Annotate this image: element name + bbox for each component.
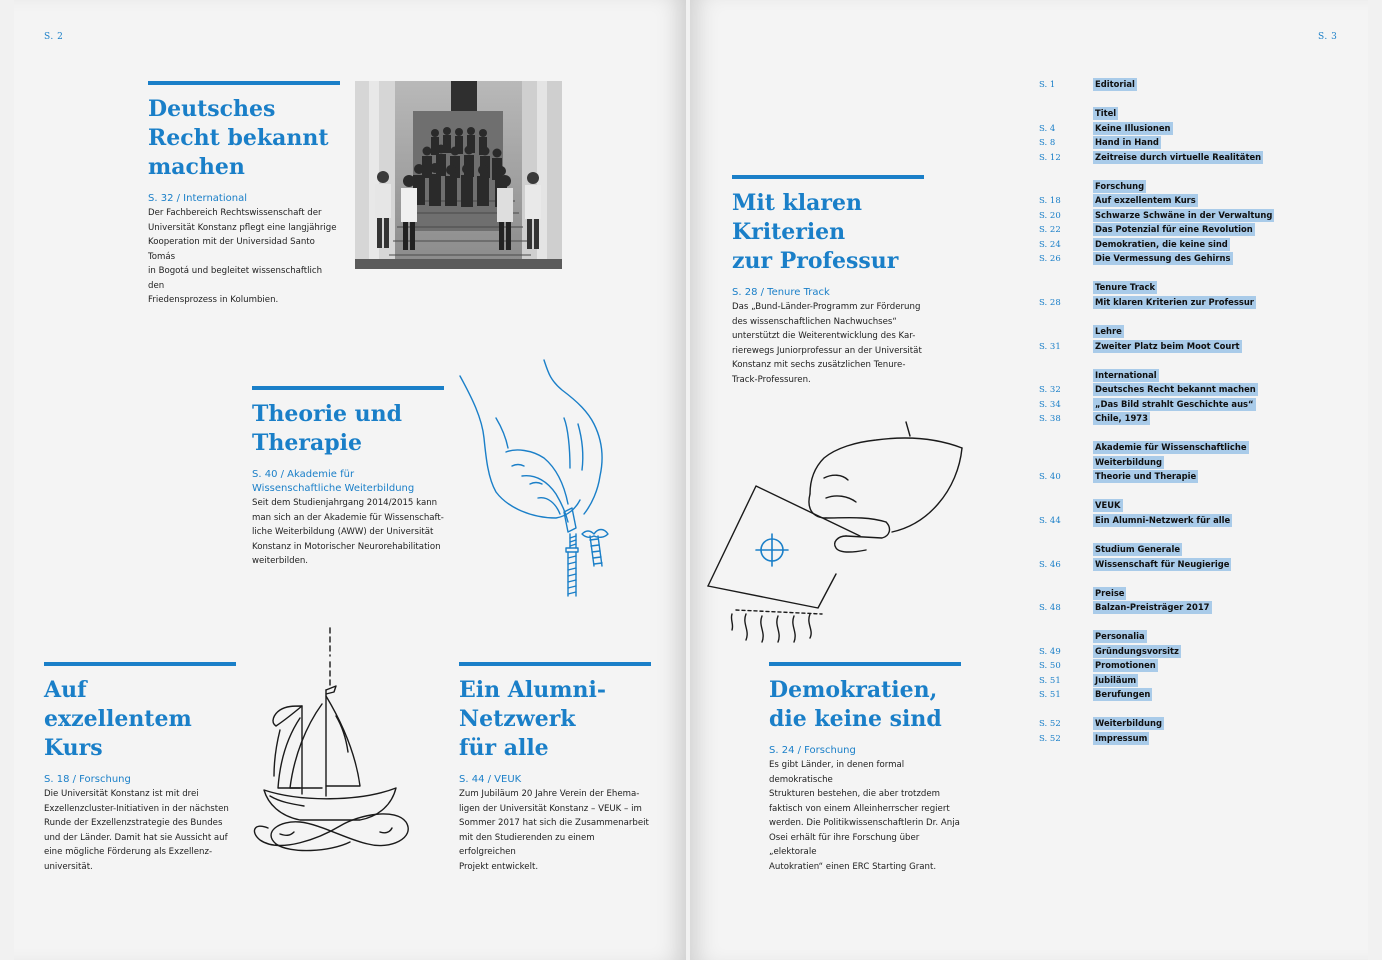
toc-page-number: S. 52 (1039, 734, 1061, 744)
article-body: Das „Bund-Länder-Programm zur Förderung des wissenschaftlichen Nachwuchses“ unterstützt die Weiterentwicklung des Kar- rierewegs Juniorprofessur an der Universität Konstanz mit sechs zusätzlichen Tenure- Track-Professuren. (732, 302, 922, 385)
article-bar (44, 662, 236, 666)
toc-page-number: S. 4 (1039, 124, 1056, 134)
toc-entry[interactable] (1039, 543, 1359, 557)
article-ref[interactable]: S. 32 / International (148, 193, 247, 204)
toc-page-number: S. 28 (1039, 298, 1061, 308)
toc-entry[interactable] (1039, 209, 1359, 223)
toc-title: Keine Illusionen (1095, 123, 1171, 133)
toc-title: Zweiter Platz beim Moot Court (1095, 341, 1240, 351)
toc-title: Hand in Hand (1095, 137, 1159, 147)
toc-entry[interactable] (1039, 281, 1359, 295)
toc-page-number: S. 52 (1039, 719, 1061, 729)
toc-title: „Das Bild strahlt Geschichte aus“ (1095, 399, 1254, 409)
article-title: Deutsches Recht bekannt machen (148, 96, 329, 180)
toc-page-number: S. 51 (1039, 690, 1061, 700)
article-klaren-kriterien[interactable] (732, 175, 924, 387)
article-bar (769, 662, 961, 666)
page-number-left: S. 2 (44, 32, 64, 42)
article-body: Seit dem Studienjahrgang 2014/2015 kann man sich an der Akademie für Wissenschaft- liche Weiterbildung (AWW) der Universität Konstanz in Motorischer Neurorehabilitation weiterbilden. (252, 498, 444, 566)
toc-title: Zeitreise durch virtuelle Realitäten (1095, 152, 1262, 162)
toc-title: Schwarze Schwäne in der Verwaltung (1095, 210, 1273, 220)
toc-entry[interactable] (1039, 398, 1359, 412)
toc-page-number: S. 51 (1039, 676, 1061, 686)
toc-page-number: S. 12 (1039, 153, 1061, 163)
article-body: Zum Jubiläum 20 Jahre Verein der Ehema- ligen der Universität Konstanz – VEUK – im Sommer 2017 hat sich die Zusammenarbeit mit den Studierenden zu einem erfolgreichen Projekt entwickelt. (459, 789, 649, 872)
ballot-hand-illustration (706, 418, 966, 658)
toc-title: Deutsches Recht bekannt machen (1095, 384, 1256, 394)
article-body: Der Fachbereich Rechtswissenschaft der Universität Konstanz pflegt eine langjährige Kooperation mit der Universidad Santo Tomás in Bogotá und begleitet wissenschaftlich den Friedensprozess in Kolumbien. (148, 208, 337, 305)
toc-page-number: S. 8 (1039, 138, 1056, 148)
toc-entry[interactable] (1039, 107, 1359, 121)
toc-page-number: S. 24 (1039, 240, 1061, 250)
article-exzellentem-kurs[interactable] (44, 662, 236, 874)
article-bar (732, 175, 924, 179)
toc-title: Das Potenzial für eine Revolution (1095, 224, 1253, 234)
toc-entry[interactable] (1039, 659, 1359, 673)
toc-title: Forschung (1095, 181, 1145, 191)
article-bar (148, 81, 340, 85)
toc-entry[interactable] (1039, 558, 1359, 572)
toc-entry[interactable] (1039, 514, 1359, 528)
article-ref[interactable]: S. 24 / Forschung (769, 745, 856, 756)
toc-entry[interactable] (1039, 136, 1359, 150)
toc-page-number: S. 22 (1039, 225, 1061, 235)
toc-entry[interactable] (1039, 340, 1359, 354)
article-ref[interactable]: S. 18 / Forschung (44, 774, 131, 785)
toc-title: Weiterbildung (1095, 457, 1162, 467)
right-page (690, 0, 1368, 960)
toc-entry[interactable] (1039, 456, 1359, 470)
toc-title: Wissenschaft für Neugierige (1095, 559, 1230, 569)
toc-title: Jubiläum (1095, 675, 1137, 685)
left-page (14, 0, 686, 960)
toc-title: Gründungsvorsitz (1095, 646, 1179, 656)
toc-entry[interactable] (1039, 587, 1359, 601)
toc-page-number: S. 49 (1039, 647, 1061, 657)
toc-entry[interactable] (1039, 499, 1359, 513)
toc-title: Impressum (1095, 733, 1148, 743)
toc-entry[interactable] (1039, 151, 1359, 165)
toc-title: Editorial (1095, 79, 1135, 89)
toc-title: Die Vermessung des Gehirns (1095, 253, 1231, 263)
toc-page-number: S. 46 (1039, 560, 1061, 570)
article-title: Demokratien, die keine sind (769, 677, 942, 732)
toc-page-number: S. 18 (1039, 196, 1061, 206)
toc-entry[interactable] (1039, 238, 1359, 252)
toc-entry[interactable] (1039, 122, 1359, 136)
article-body: Es gibt Länder, in denen formal demokratische Strukturen bestehen, die aber trotzdem faktisch von einem Alleinherrscher regiert werden. Die Politikwissenschaftlerin Dr. Anja Osei erhält für ihre Forschung über „elektorale Autokratien“ einen ERC Starting Grant. (769, 760, 960, 872)
toc-title: Demokratien, die keine sind (1095, 239, 1228, 249)
toc-entry[interactable] (1039, 601, 1359, 615)
toc-title: Studium Generale (1095, 544, 1180, 554)
toc-entry[interactable] (1039, 383, 1359, 397)
toc-title: Chile, 1973 (1095, 413, 1148, 423)
toc-entry[interactable] (1039, 412, 1359, 426)
toc-page-number: S. 48 (1039, 603, 1061, 613)
toc-entry[interactable] (1039, 732, 1359, 746)
article-ref[interactable]: S. 28 / Tenure Track (732, 287, 830, 298)
toc-title: Berufungen (1095, 689, 1151, 699)
article-title: Mit klaren Kriterien zur Professur (732, 190, 899, 274)
toc-title: Titel (1095, 108, 1117, 118)
toc-entry[interactable] (1039, 223, 1359, 237)
toc-page-number: S. 34 (1039, 400, 1061, 410)
toc-entry[interactable] (1039, 194, 1359, 208)
group-photo (355, 81, 562, 269)
article-ref[interactable]: S. 40 / Akademie für Wissenschaftliche Weiterbildung (252, 469, 415, 494)
toc-title: Auf exzellentem Kurs (1095, 195, 1196, 205)
toc-entry[interactable] (1039, 78, 1359, 92)
article-bar (459, 662, 651, 666)
toc-entry[interactable] (1039, 325, 1359, 339)
article-title: Ein Alumni- Netzwerk für alle (459, 677, 606, 761)
toc-entry[interactable] (1039, 630, 1359, 644)
toc-title: Akademie für Wissenschaftliche (1095, 442, 1247, 452)
toc-entry[interactable] (1039, 252, 1359, 266)
page-number-right: S. 3 (1318, 32, 1338, 42)
toc-page-number: S. 32 (1039, 385, 1061, 395)
toc-title: Balzan-Preisträger 2017 (1095, 602, 1210, 612)
toc-page-number: S. 40 (1039, 472, 1061, 482)
toc-page-number: S. 26 (1039, 254, 1061, 264)
toc-title: Preise (1095, 588, 1125, 598)
toc-entry[interactable] (1039, 645, 1359, 659)
toc-title: Weiterbildung (1095, 718, 1162, 728)
toc-entry[interactable] (1039, 296, 1359, 310)
toc-page-number: S. 44 (1039, 516, 1061, 526)
toc-entry[interactable] (1039, 470, 1359, 484)
toc-page-number: S. 31 (1039, 342, 1061, 352)
article-demokratien[interactable] (769, 662, 961, 874)
toc-page-number: S. 1 (1039, 80, 1056, 90)
toc-entry[interactable] (1039, 674, 1359, 688)
hand-screw-illustration (452, 358, 632, 598)
article-theorie-therapie[interactable] (252, 386, 444, 569)
toc-entry[interactable] (1039, 717, 1359, 731)
toc-title: Ein Alumni-Netzwerk für alle (1095, 515, 1231, 525)
article-ref[interactable]: S. 44 / VEUK (459, 774, 522, 785)
toc-entry[interactable] (1039, 688, 1359, 702)
article-alumni-netzwerk[interactable] (459, 662, 651, 874)
toc-title: Promotionen (1095, 660, 1156, 670)
article-title: Auf exzellentem Kurs (44, 677, 192, 761)
article-body: Die Universität Konstanz ist mit drei Exzellenzcluster-Initiativen in der nächsten Runde der Exzellenzstrategie des Bundes und der Länder. Damit hat sie Aussicht auf eine mögliche Förderung als Exzellenz- universität. (44, 789, 229, 872)
toc-entry[interactable] (1039, 180, 1359, 194)
toc-title: Theorie und Therapie (1095, 471, 1197, 481)
article-deutsches-recht[interactable] (148, 81, 340, 308)
sailboat-illustration (240, 626, 430, 866)
toc-title: Mit klaren Kriterien zur Professur (1095, 297, 1254, 307)
toc-title: Tenure Track (1095, 282, 1156, 292)
toc-page-number: S. 20 (1039, 211, 1061, 221)
toc-entry[interactable] (1039, 441, 1359, 455)
toc-page-number: S. 38 (1039, 414, 1061, 424)
toc-title: VEUK (1095, 500, 1121, 510)
toc-page-number: S. 50 (1039, 661, 1061, 671)
toc-title: Personalia (1095, 631, 1145, 641)
article-bar (252, 386, 444, 390)
article-title: Theorie und Therapie (252, 401, 403, 456)
toc-title: International (1095, 370, 1157, 380)
toc-entry[interactable] (1039, 369, 1359, 383)
toc-title: Lehre (1095, 326, 1122, 336)
